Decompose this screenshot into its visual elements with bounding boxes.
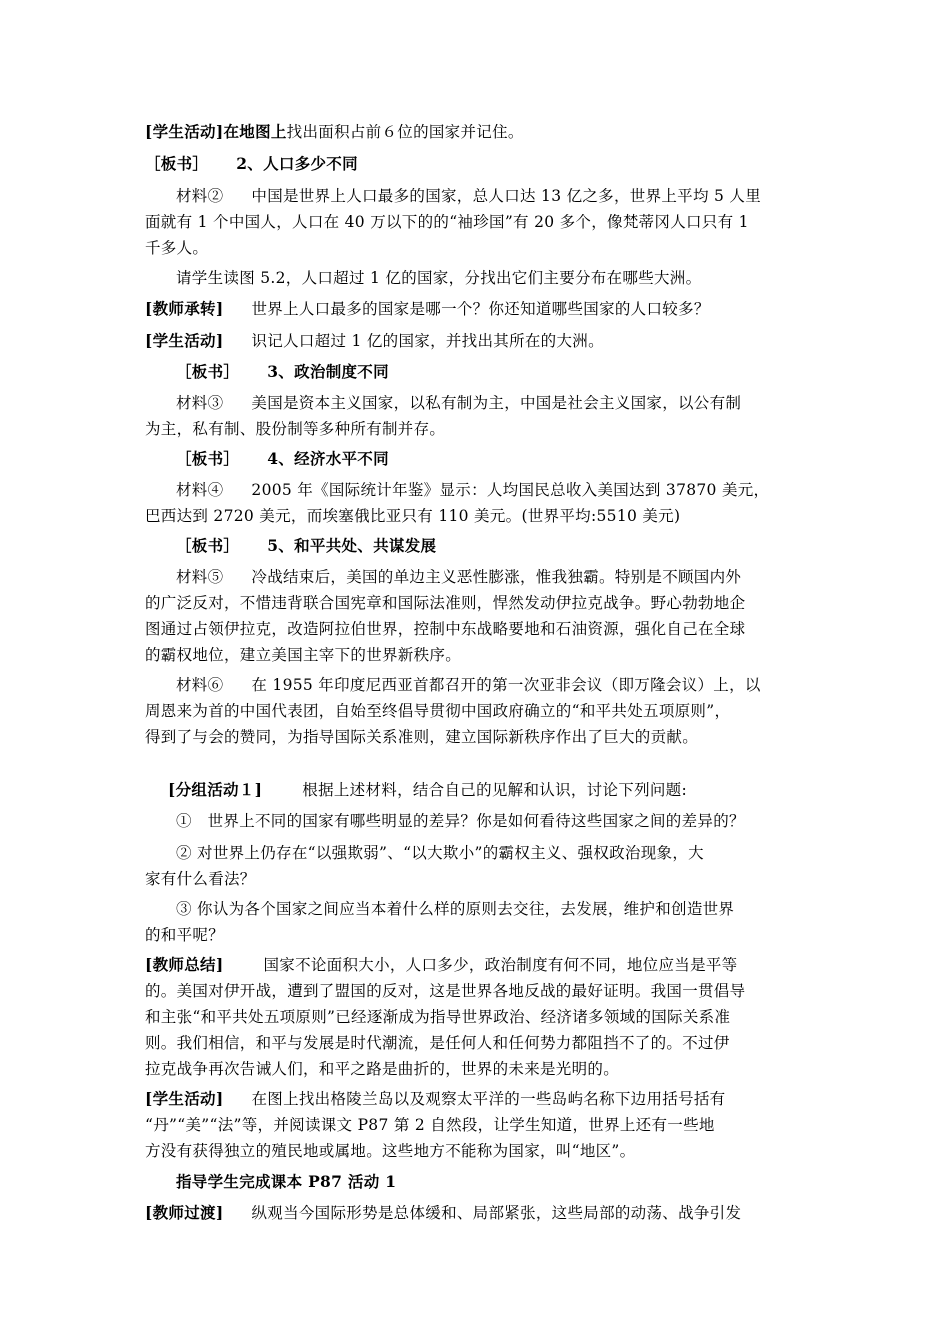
question-item: ② 对世界上仍存在“以强欺弱”、“以大欺小”的霸权主义、强权政治现象，大 — [176, 844, 704, 862]
tag: [教师承转] — [145, 299, 224, 318]
tag: [分组活动１] — [168, 780, 263, 799]
body-text: 识记人口超过 1 亿的国家，并找出其所在的大洲。 — [251, 332, 604, 350]
material-label: 材料④ — [176, 481, 224, 499]
student-activity-line — [145, 1089, 725, 1109]
material-line — [176, 186, 761, 206]
paragraph-line: 则。我们相信，和平与发展是时代潮流，是任何人和任何势力都阻挡不了的。不过伊 — [145, 1034, 730, 1052]
tag: [学生活动] — [145, 122, 224, 141]
tag: [学生活动] — [145, 1089, 224, 1108]
tag: ［板书］ — [145, 154, 209, 173]
heading-text: 3、政治制度不同 — [267, 362, 389, 381]
paragraph-line: 的和平呢？ — [145, 926, 225, 944]
body-text: 在图上找出格陵兰岛以及观察太平洋的一些岛屿名称下边用括号括有 — [251, 1090, 726, 1108]
paragraph-line: 请学生读图 5.2，人口超过 1 亿的国家，分找出它们主要分布在哪些大洲。 — [176, 269, 702, 287]
body-text: 世界上人口最多的国家是哪一个？你还知道哪些国家的人口较多？ — [251, 300, 710, 318]
board-heading — [145, 154, 358, 174]
teacher-summary-line — [145, 955, 737, 975]
question-item: ① 世界上不同的国家有哪些明显的差异？你是如何看待这些国家之间的差异的？ — [176, 812, 745, 830]
board-heading — [176, 449, 389, 469]
paragraph-line: 得到了与会的赞同，为指导国际关系准则，建立国际新秩序作出了巨大的贡献。 — [145, 728, 699, 746]
material-label: 材料⑥ — [176, 676, 224, 694]
material-line — [176, 480, 769, 500]
material-label: 材料② — [176, 187, 224, 205]
tag: ［板书］ — [176, 449, 240, 468]
material-line — [176, 567, 741, 587]
paragraph-line: 的霸权地位，建立美国主宰下的世界新秩序。 — [145, 646, 462, 664]
paragraph-line: 拉克战争再次告诫人们，和平之路是曲折的，世界的未来是光明的。 — [145, 1060, 620, 1078]
tag: ［板书］ — [176, 536, 240, 555]
body-text: 2005 年《国际统计年鉴》显示：人均国民总收入美国达到 37870 美元， — [251, 481, 770, 499]
body-text: 冷战结束后，美国的单边主义恶性膨涨，惟我独霸。特别是不顾国内外 — [251, 568, 742, 586]
paragraph-line: 的。美国对伊开战，遭到了盟国的反对，这是世界各地反战的最好证明。我国一贯倡导 — [145, 982, 746, 1000]
body-text: 纵观当今国际形势是总体缓和、局部紧张，这些局部的动荡、战争引发 — [251, 1204, 742, 1222]
board-heading — [176, 536, 436, 556]
teacher-transition-line — [145, 1203, 741, 1223]
tag: ［板书］ — [176, 362, 240, 381]
tag: [教师总结] — [145, 955, 224, 974]
paragraph-line: 方没有获得独立的殖民地或属地。这些地方不能称为国家，叫“地区”。 — [145, 1142, 636, 1160]
body-text: 找出面积占前６位的国家并记住。 — [286, 123, 524, 141]
paragraph-line: 周恩来为首的中国代表团，自始至终倡导贯彻中国政府确立的“和平共处五项原则”， — [145, 702, 731, 720]
heading-text: 5、和平共处、共谋发展 — [267, 536, 437, 555]
paragraph-line: 为主，私有制、股份制等多种所有制并存。 — [145, 420, 446, 438]
body-text: 在 1955 年印度尼西亚首都召开的第一次亚非会议（即万隆会议）上，以 — [251, 676, 761, 694]
board-heading — [176, 362, 389, 382]
question-item: ③ 你认为各个国家之间应当本着什么样的原则去交往，去发展，维护和创造世界 — [176, 900, 735, 918]
material-label: 材料③ — [176, 394, 224, 412]
tag: [教师过渡] — [145, 1203, 224, 1222]
paragraph-line: 和主张“和平共处五项原则”已经逐渐成为指导世界政治、经济诸多领域的国际关系准 — [145, 1008, 731, 1026]
paragraph-line: 图通过占领伊拉克，改造阿拉伯世界，控制中东战略要地和石油资源，强化自己在全球 — [145, 620, 746, 638]
paragraph-line: 千多人。 — [145, 239, 209, 257]
paragraph-line: 面就有 1 个中国人，人口在 40 万以下的的“袖珍国”有 20 多个，像梵蒂冈人口只有 1 — [145, 213, 749, 231]
bold-text: 在地图上 — [223, 122, 287, 141]
tag: [学生活动] — [145, 331, 224, 350]
teacher-line — [145, 299, 710, 319]
body-text: 美国是资本主义国家，以私有制为主，中国是社会主义国家，以公有制 — [251, 394, 742, 412]
paragraph-line: 家有什么看法？ — [145, 870, 256, 888]
paragraph-line: 巴西达到 2720 美元，而埃塞俄比亚只有 110 美元。(世界平均:5510 美元) — [145, 507, 681, 525]
heading-text: 4、经济水平不同 — [267, 449, 389, 468]
paragraph-line: 的广泛反对，不惜违背联合国宪章和国际法准则，悍然发动伊拉克战争。野心勃勃地企 — [145, 594, 746, 612]
material-line — [176, 675, 761, 695]
group-activity-line — [168, 780, 687, 800]
material-line — [176, 393, 741, 413]
student-activity-line — [145, 331, 604, 351]
body-text: 国家不论面积大小，人口多少，政治制度有何不同，地位应当是平等 — [263, 956, 738, 974]
body-text: 根据上述材料，结合自己的见解和认识，讨论下列问题: — [302, 781, 688, 799]
student-activity-line — [145, 122, 524, 142]
heading-text: 2、人口多少不同 — [236, 154, 358, 173]
guidance-heading: 指导学生完成课本 P87 活动 1 — [176, 1172, 397, 1191]
body-text: 中国是世界上人口最多的国家，总人口达 13 亿之多，世界上平均 5 人里 — [251, 187, 762, 205]
paragraph-line: “丹”“美”“法”等，并阅读课文 P87 第 2 自然段，让学生知道，世界上还有一些地 — [145, 1116, 715, 1134]
material-label: 材料⑤ — [176, 568, 224, 586]
